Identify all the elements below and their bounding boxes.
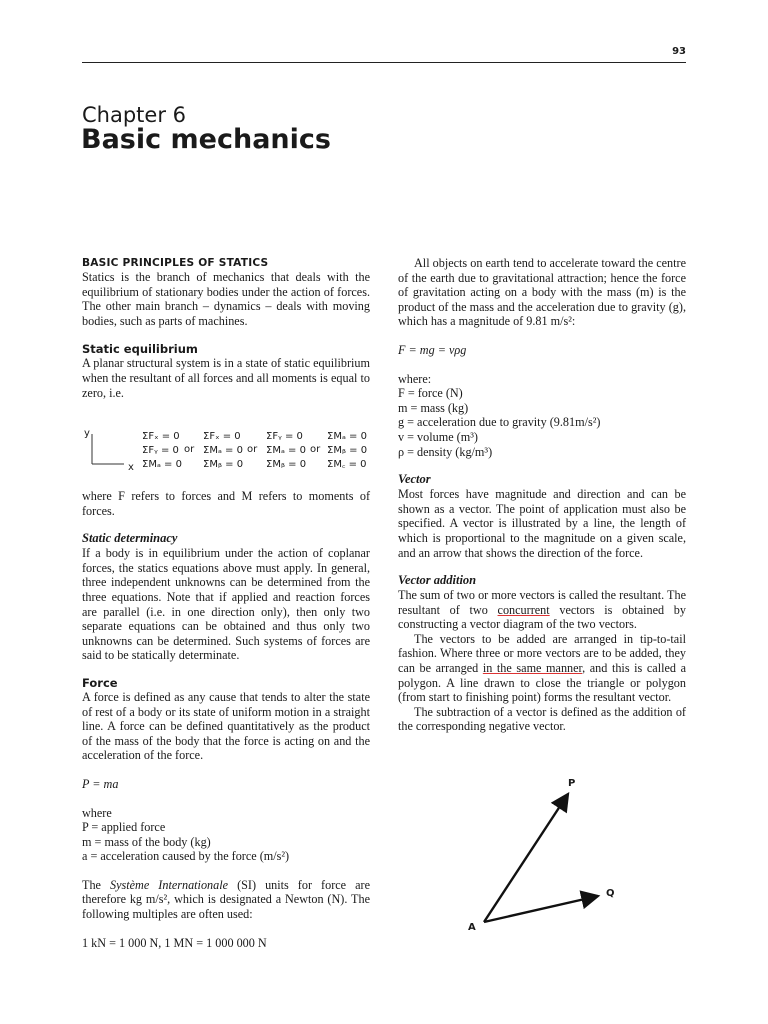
definition-item: v = volume (m³) [398, 429, 478, 444]
left-column-lower [82, 489, 370, 950]
equation-group-1 [142, 430, 182, 472]
subheading-static-determinacy: Static determinacy [82, 531, 178, 546]
equation: ΣMᵦ = 0 [203, 459, 244, 470]
or-label: or [184, 444, 195, 455]
label-a: A [468, 922, 476, 933]
paragraph: If a body is in equilibrium under the action of coplanar forces, the statics equations above must apply. In general, three independent unknowns can be determined from the three equations. Note that if applied and reaction forces are parallel (i.e. in one direction only), then only two separate equations can be obtained and thus only two unknowns can be determined. Such systems of forces are said to be statically determinate. [82, 546, 370, 663]
equation: ΣMᵦ = 0 [327, 445, 368, 456]
formula-gravity: F = mg = vρg [398, 342, 467, 357]
paragraph: Statics is the branch of mechanics that deals with the equilibrium of stationary bodies under the action of forces. The other main branch – dynamics – deals with moving bodies, such as parts of machines. [82, 270, 370, 328]
text-run: The vectors to be added are arranged in tip-to-tail fashion. Where three or more vectors are to be added, they can be arranged [398, 631, 686, 676]
equation-group-2 [203, 430, 243, 472]
section-heading: BASIC PRINCIPLES OF STATICS [82, 257, 269, 269]
label-q: Q [606, 888, 615, 899]
text-run: vectors is obtained by constructing a vector diagram of the two vectors. [398, 602, 686, 632]
paragraph-si-units [82, 878, 370, 922]
axis-x-label: x [128, 462, 134, 473]
definition-item: a = acceleration caused by the force (m/s²) [82, 849, 290, 864]
definition-item: ρ = density (kg/m³) [398, 444, 493, 459]
definition-item: m = mass (kg) [398, 400, 469, 415]
formula-force: P = ma [82, 776, 119, 791]
paragraph: Most forces have magnitude and direction and can be shown as a vector. The point of application must also be specified. A vector is illustrated by a line, the length of which is proportional to the magnitude on a given scale, and an arrow that shows the direction of the force. [398, 487, 686, 560]
paragraph: A force is defined as any cause that tends to alter the state of rest of a body or its state of uniform motion in a straight line. A force can be defined quantitatively as the product of the mass of the body that the force is acting on and the acceleration of the force. [82, 689, 370, 763]
chapter-title: Basic mechanics [81, 124, 331, 155]
label-p: P [568, 778, 576, 789]
equation: ΣMₐ = 0 [203, 445, 243, 456]
paragraph: All objects on earth tend to accelerate toward the centre of the earth due to gravitational attraction; hence the force of gravitation acting on a body with the mass (m) is the product of the mass and the acceleration due to gravity (g), which has a magnitude of 9.81 m/s²: [398, 256, 686, 329]
subheading-vector: Vector [398, 472, 431, 487]
subheading-vector-addition: Vector addition [398, 573, 477, 588]
right-column [398, 256, 686, 734]
subheading-force: Force [82, 675, 118, 690]
text-run: The sum of two or more vectors is called the resultant. The resultant of two [398, 588, 686, 617]
equation: ΣFᵧ = 0 [266, 431, 303, 442]
header-rule [82, 62, 686, 63]
text-run: (SI) units for force are therefore kg m/s², which is designated a Newton (N). The following multiples are often used: [82, 877, 371, 922]
equation: ΣM꜀ = 0 [327, 459, 367, 470]
definition-item: F = force (N) [398, 386, 463, 401]
equation: ΣFᵧ = 0 [142, 445, 179, 456]
axis-y-label: y [84, 428, 90, 439]
text-run-italic: Système Internationale [110, 877, 229, 892]
equation-group-3 [266, 430, 306, 472]
text-run-underlined: concurrent [497, 602, 550, 617]
vector-arrows [450, 772, 630, 942]
equation: ΣMₐ = 0 [142, 459, 182, 470]
paragraph [398, 588, 686, 632]
definition-item: m = mass of the body (kg) [82, 834, 211, 849]
equation: ΣMₐ = 0 [266, 445, 306, 456]
left-column-top [82, 256, 370, 400]
vector-p [484, 794, 568, 922]
subheading-static-equilibrium: Static equilibrium [82, 342, 198, 357]
definition-item: g = acceleration due to gravity (9.81m/s²) [398, 415, 601, 430]
equation: ΣFₓ = 0 [203, 431, 241, 442]
where-label: where: [398, 371, 432, 386]
chapter-label: Chapter 6 [82, 103, 186, 127]
text-run: , and this is called a polygon. A line drawn to close the triangle or polygon (from start to finishing point) forms the resultant vector. [398, 661, 686, 705]
equation: ΣMᵦ = 0 [266, 459, 307, 470]
definition-item: P = applied force [82, 820, 166, 835]
equation-group-4 [327, 430, 367, 472]
vector-q [484, 896, 598, 922]
paragraph [398, 632, 686, 705]
page-number: 93 [672, 46, 686, 57]
equation: ΣFₓ = 0 [142, 431, 180, 442]
or-label: or [247, 444, 258, 455]
multiples-line: 1 kN = 1 000 N, 1 MN = 1 000 000 N [82, 935, 267, 950]
where-label: where [82, 805, 112, 820]
or-label: or [310, 444, 321, 455]
text-run: The [82, 877, 110, 892]
equation: ΣMₐ = 0 [327, 431, 367, 442]
paragraph: where F refers to forces and M refers to moments of forces. [82, 489, 370, 518]
paragraph: A planar structural system is in a state of static equilibrium when the resultant of all forces and all moments is equal to zero, i.e. [82, 356, 370, 400]
vector-diagram [450, 772, 630, 942]
text-run-underlined: in the same manner [482, 661, 583, 676]
equilibrium-equations [82, 428, 372, 476]
paragraph: The subtraction of a vector is defined as the addition of the corresponding negative vector. [398, 704, 686, 734]
